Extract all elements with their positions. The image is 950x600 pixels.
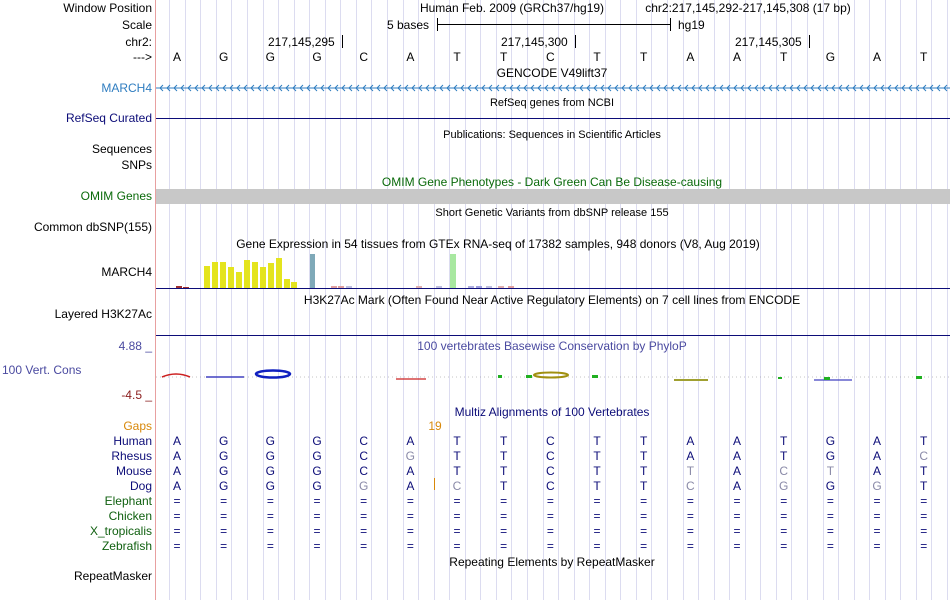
base-letter: A (172, 50, 181, 64)
label-strand-arrow[interactable]: ---> (133, 50, 152, 64)
track-data-area[interactable] (156, 0, 950, 600)
alignment-base: C (779, 464, 789, 478)
gtex-tissue-bar[interactable] (284, 279, 290, 288)
phylop-conservation-plot[interactable] (156, 355, 950, 395)
alignment-base: = (640, 494, 648, 508)
alignment-base: T (500, 479, 508, 493)
track-label-column (0, 0, 155, 600)
alignment-base: G (825, 449, 836, 463)
phylop-track-title: 100 vertebrates Basewise Conservation by PhyloP (417, 339, 687, 353)
alignment-base: C (919, 449, 929, 463)
alignment-base: = (453, 509, 461, 523)
species-label-dog[interactable]: Dog (129, 479, 152, 493)
alignment-base: T (640, 449, 648, 463)
alignment-base: = (780, 539, 788, 553)
gap-marker (434, 478, 435, 490)
alignment-base: = (266, 509, 274, 523)
alignment-base: = (220, 524, 228, 538)
alignment-base: T (500, 449, 508, 463)
alignment-base: C (452, 479, 462, 493)
alignment-base: G (312, 479, 322, 493)
alignment-base: = (406, 524, 414, 538)
alignment-base: C (686, 479, 695, 493)
refseq-track-title: RefSeq genes from NCBI (489, 97, 615, 109)
label-sequences[interactable]: Sequences (91, 142, 152, 156)
species-label-human[interactable]: Human (113, 434, 152, 448)
alignment-base: C (359, 434, 368, 448)
alignment-base: A (406, 434, 415, 448)
alignment-base: = (453, 539, 461, 553)
scale-label: 5 bases (387, 18, 430, 32)
alignment-base: = (826, 539, 834, 553)
alignment-base: = (500, 539, 508, 553)
alignment-base: = (593, 524, 601, 538)
alignment-base: C (359, 449, 368, 463)
omim-track-title: OMIM Gene Phenotypes - Dark Green Can Be Disease-causing (381, 175, 723, 189)
alignment-base: = (360, 509, 368, 523)
alignment-base: = (500, 509, 508, 523)
gtex-tissue-bar[interactable] (310, 254, 315, 288)
alignment-base: T (593, 479, 601, 493)
coord-tick-3 (809, 35, 810, 48)
position-text: chr2:217,145,292-217,145,308 (17 bp) (645, 1, 851, 15)
alignment-base: A (686, 449, 695, 463)
alignment-base: = (920, 509, 928, 523)
alignment-base: = (733, 509, 741, 523)
alignment-base: = (406, 494, 414, 508)
h3k27ac-baseline (156, 335, 950, 336)
alignment-base: = (313, 539, 321, 553)
alignment-base: = (360, 524, 368, 538)
label-snps[interactable]: SNPs (121, 158, 152, 172)
alignment-base: = (593, 539, 601, 553)
alignment-base: = (266, 539, 274, 553)
alignment-base: T (500, 464, 508, 478)
alignment-base: T (453, 464, 461, 478)
alignment-base: = (313, 494, 321, 508)
alignment-base: = (780, 494, 788, 508)
omim-gene-feature[interactable] (156, 189, 950, 204)
alignment-base: T (640, 434, 648, 448)
alignment-base: C (359, 464, 368, 478)
alignment-base: T (593, 434, 601, 448)
assembly-text: Human Feb. 2009 (GRCh37/hg19) (419, 1, 605, 15)
gtex-tissue-bar[interactable] (212, 262, 218, 288)
alignment-base: = (733, 524, 741, 538)
alignment-base: = (686, 524, 694, 538)
alignment-base: = (360, 494, 368, 508)
gtex-tissue-bar[interactable] (204, 266, 210, 288)
gtex-tissue-bar[interactable] (252, 262, 258, 288)
alignment-base: A (686, 434, 695, 448)
alignment-base: G (218, 449, 229, 463)
alignment-base: G (265, 464, 275, 478)
species-label-mouse[interactable]: Mouse (115, 464, 152, 478)
alignment-base: = (546, 539, 554, 553)
alignment-base: T (826, 464, 835, 478)
alignment-base: = (826, 509, 834, 523)
alignment-base: = (780, 509, 788, 523)
alignment-base: A (406, 464, 415, 478)
label-cons-max: 4.88 _ (118, 339, 152, 353)
alignment-base: = (313, 509, 321, 523)
alignment-base: T (500, 434, 508, 448)
alignment-base: = (220, 494, 228, 508)
alignment-base: G (265, 479, 275, 493)
label-scale[interactable]: Scale (121, 18, 152, 32)
multiz-track-title: Multiz Alignments of 100 Vertebrates (454, 405, 650, 419)
gtex-tissue-bar[interactable] (228, 267, 234, 288)
dbsnp-track-title: Short Genetic Variants from dbSNP release 155 (435, 207, 669, 219)
alignment-base: G (218, 479, 229, 493)
gencode-gene-feature[interactable] (156, 81, 950, 95)
gap-count: 19 (428, 419, 442, 433)
base-letter: T (640, 50, 648, 64)
publications-track-title: Publications: Sequences in Scientific Articles (443, 129, 661, 141)
alignment-base: = (920, 524, 928, 538)
base-letter: G (312, 50, 322, 64)
alignment-base: A (406, 479, 415, 493)
gtex-tissue-bar[interactable] (268, 263, 274, 288)
alignment-base: T (593, 464, 601, 478)
alignment-base: = (640, 509, 648, 523)
species-label-chicken[interactable]: Chicken (108, 509, 152, 523)
alignment-base: = (546, 494, 554, 508)
label-100-vert-cons[interactable]: 100 Vert. Cons (2, 363, 82, 377)
alignment-base: = (873, 494, 881, 508)
alignment-base: = (220, 539, 228, 553)
alignment-base: = (593, 509, 601, 523)
label-gaps[interactable]: Gaps (123, 419, 152, 433)
alignment-base: A (733, 479, 742, 493)
alignment-base: T (686, 464, 695, 478)
alignment-base: G (825, 434, 836, 448)
label-refseq-curated[interactable]: RefSeq Curated (65, 111, 152, 125)
alignment-base: = (546, 509, 554, 523)
alignment-base: = (406, 539, 414, 553)
alignment-base: A (733, 434, 742, 448)
coord-tick-1 (342, 35, 343, 48)
scale-right-tick (670, 18, 671, 31)
alignment-base: = (453, 494, 461, 508)
alignment-base: T (453, 449, 461, 463)
label-cons-min: -4.5 _ (121, 388, 152, 402)
gtex-baseline (156, 288, 950, 289)
alignment-base: = (500, 524, 508, 538)
gtex-tissue-bar[interactable] (276, 258, 282, 288)
alignment-base: G (825, 479, 836, 493)
alignment-base: = (640, 539, 648, 553)
alignment-base: A (873, 449, 882, 463)
gencode-track-title: GENCODE V49lift37 (496, 66, 608, 80)
alignment-base: T (780, 449, 788, 463)
label-repeatmasker[interactable]: RepeatMasker (73, 569, 152, 583)
alignment-base: T (920, 464, 928, 478)
base-letter: A (406, 50, 415, 64)
alignment-base: = (266, 524, 274, 538)
alignment-base: G (872, 479, 882, 493)
alignment-base: = (686, 539, 694, 553)
gtex-tissue-bar[interactable] (236, 272, 242, 288)
species-label-zebrafish[interactable]: Zebrafish (101, 539, 152, 553)
scale-db: hg19 (678, 18, 705, 32)
alignment-base: = (873, 524, 881, 538)
coord-label-1: 217,145,295 (268, 35, 335, 49)
alignment-base: G (218, 434, 229, 448)
alignment-base: G (312, 434, 322, 448)
alignment-base: = (733, 494, 741, 508)
label-gtex-march4[interactable]: MARCH4 (101, 265, 152, 279)
label-omim-genes[interactable]: OMIM Genes (80, 189, 152, 203)
alignment-base: = (686, 494, 694, 508)
alignment-base: = (593, 494, 601, 508)
alignment-base: A (172, 479, 181, 493)
alignment-base: G (312, 464, 322, 478)
repeatmasker-track-title: Repeating Elements by RepeatMasker (449, 555, 655, 569)
alignment-base: A (733, 449, 742, 463)
scale-bar (437, 24, 671, 25)
alignment-base: = (173, 509, 181, 523)
alignment-base: = (686, 509, 694, 523)
alignment-base: G (779, 479, 789, 493)
species-label-rhesus[interactable]: Rhesus (111, 449, 152, 463)
alignment-base: C (546, 449, 555, 463)
label-layered-h3k27ac[interactable]: Layered H3K27Ac (54, 307, 152, 321)
gtex-tissue-bar[interactable] (450, 254, 456, 288)
gtex-tissue-bar[interactable] (244, 260, 250, 288)
refseq-gene-feature[interactable] (156, 118, 950, 119)
alignment-base: = (453, 524, 461, 538)
alignment-base: A (733, 464, 742, 478)
alignment-base: C (546, 464, 555, 478)
base-letter: A (733, 50, 742, 64)
base-letter: T (453, 50, 461, 64)
alignment-base: T (640, 464, 648, 478)
alignment-base: = (360, 539, 368, 553)
alignment-base: = (313, 524, 321, 538)
alignment-base: G (405, 449, 416, 463)
base-letter: T (780, 50, 788, 64)
base-letter: G (265, 50, 275, 64)
base-letter: T (593, 50, 601, 64)
alignment-base: = (406, 509, 414, 523)
alignment-base: A (172, 464, 181, 478)
alignment-base: = (733, 539, 741, 553)
alignment-base: A (873, 434, 882, 448)
species-label-x_tropicalis[interactable]: X_tropicalis (89, 524, 152, 538)
alignment-base: A (172, 449, 181, 463)
coord-label-3: 217,145,305 (735, 35, 802, 49)
alignment-base: G (359, 479, 369, 493)
base-letter: C (359, 50, 368, 64)
alignment-base: = (220, 509, 228, 523)
alignment-base: T (453, 434, 461, 448)
alignment-base: = (826, 524, 834, 538)
label-common-dbsnp[interactable]: Common dbSNP(155) (33, 220, 152, 234)
gtex-track-title: Gene Expression in 54 tissues from GTEx RNA-seq of 17382 samples, 948 donors (V8, Aug 2019) (236, 237, 760, 251)
alignment-base: = (920, 539, 928, 553)
alignment-base: = (873, 509, 881, 523)
alignment-base: C (546, 479, 555, 493)
alignment-base: = (640, 524, 648, 538)
coord-tick-2 (575, 35, 576, 48)
alignment-base: G (265, 434, 275, 448)
alignment-base: = (173, 539, 181, 553)
base-letter: G (825, 50, 836, 64)
gencode-gene-line (156, 81, 950, 95)
alignment-base: = (173, 494, 181, 508)
species-label-elephant[interactable]: Elephant (104, 494, 152, 508)
base-letter: C (546, 50, 555, 64)
alignment-base: T (593, 449, 601, 463)
alignment-base: = (546, 524, 554, 538)
label-march4-gene[interactable]: MARCH4 (101, 81, 152, 95)
base-letter: T (920, 50, 928, 64)
alignment-base: = (780, 524, 788, 538)
alignment-base: = (173, 524, 181, 538)
base-letter: G (218, 50, 229, 64)
alignment-base: = (500, 494, 508, 508)
alignment-base: T (920, 434, 928, 448)
alignment-base: G (218, 464, 229, 478)
h3k27ac-track-title: H3K27Ac Mark (Often Found Near Active Regulatory Elements) on 7 cell lines from ENCODE (303, 293, 801, 307)
coord-label-2: 217,145,300 (501, 35, 568, 49)
alignment-base: = (826, 494, 834, 508)
gtex-tissue-bar[interactable] (220, 262, 226, 288)
alignment-base: = (920, 494, 928, 508)
alignment-base: G (312, 449, 322, 463)
alignment-base: T (780, 434, 788, 448)
alignment-base: T (640, 479, 648, 493)
label-chr[interactable]: chr2: (125, 35, 152, 49)
base-letter: T (500, 50, 508, 64)
gtex-expression-bars[interactable] (156, 250, 950, 288)
label-window-position[interactable]: Window Position (63, 1, 152, 15)
alignment-base: C (546, 434, 555, 448)
alignment-base: A (873, 464, 882, 478)
base-letter: A (873, 50, 882, 64)
alignment-base: G (265, 449, 275, 463)
alignment-base: = (873, 539, 881, 553)
alignment-base: T (920, 479, 928, 493)
alignment-base: A (172, 434, 181, 448)
base-letter: A (686, 50, 695, 64)
alignment-base: = (266, 494, 274, 508)
gtex-tissue-bar[interactable] (260, 267, 266, 288)
